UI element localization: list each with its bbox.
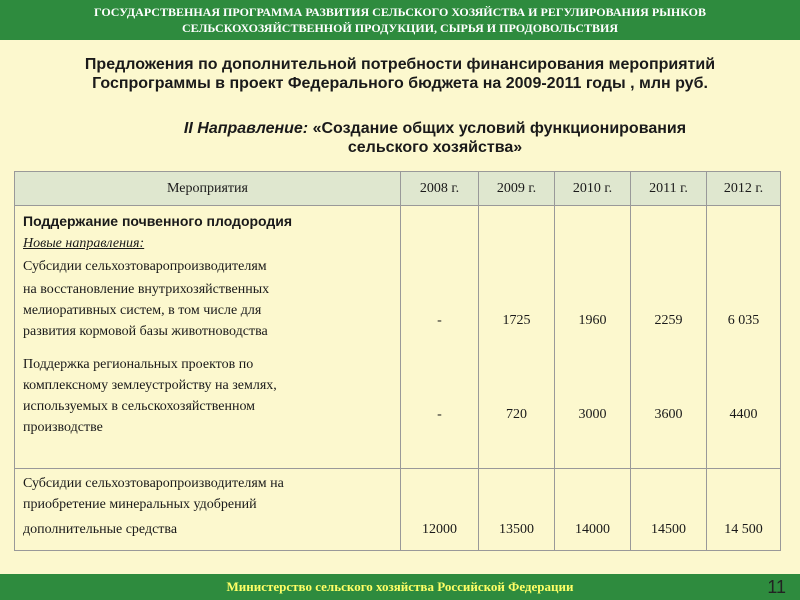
- page-title: [20, 55, 780, 93]
- subtitle-prefix: II Направление:: [183, 120, 309, 137]
- column-header-2009: 2009 г.: [479, 172, 555, 206]
- row2-value-2010: 14000: [575, 522, 610, 537]
- row2-line-2: приобретение минеральных удобрений: [23, 497, 257, 512]
- row1-2009-cell: [479, 206, 555, 469]
- banner-line-2: СЕЛЬСКОХОЗЯЙСТВЕННОЙ ПРОДУКЦИИ, СЫРЬЯ И ПРОДОВОЛЬСТВИЯ: [181, 21, 619, 35]
- funding-table-wrap: [14, 171, 780, 551]
- text-a-line-1: Субсидии сельхозтоваропроизводителям: [23, 259, 267, 274]
- section-subtitle: [20, 119, 800, 157]
- text-b-line-3: используемых в сельскохозяйственном: [23, 399, 256, 414]
- row2-description: [15, 469, 401, 551]
- row1-heading: Поддержание почвенного плодородия: [23, 213, 293, 229]
- text-b-line-1: Поддержка региональных проектов по: [23, 357, 254, 372]
- value-a-2011: 2259: [654, 313, 683, 328]
- row1-2012-cell: [707, 206, 781, 469]
- ministry-name: Министерство сельского хозяйства Российской Федерации: [226, 579, 574, 594]
- row2-2010-cell: [555, 469, 631, 551]
- value-b-2008: -: [437, 407, 442, 422]
- row1-2010-cell: [555, 206, 631, 469]
- value-b-2011: 3600: [654, 407, 683, 422]
- row2-value-2012: 14 500: [724, 522, 763, 537]
- row1-2011-cell: [631, 206, 707, 469]
- title-line-1: Предложения по дополнительной потребности финансирования мероприятий: [84, 56, 716, 73]
- row2-value-2011: 14500: [651, 522, 686, 537]
- row2-line-1: Субсидии сельхозтоваропроизводителям на: [23, 476, 284, 491]
- row2-2008-cell: [401, 469, 479, 551]
- column-header-activities: Мероприятия: [15, 172, 401, 206]
- subtitle-line-1: [20, 119, 800, 138]
- row2-2009-cell: [479, 469, 555, 551]
- top-banner: [0, 0, 800, 40]
- text-a-line-3: мелиоративных систем, в том числе для: [23, 303, 262, 318]
- value-b-2010: 3000: [578, 407, 607, 422]
- banner-line-1: ГОСУДАРСТВЕННАЯ ПРОГРАММА РАЗВИТИЯ СЕЛЬСКОГО ХОЗЯЙСТВА И РЕГУЛИРОВАНИЯ РЫНКОВ: [93, 5, 707, 19]
- value-a-2012: 6 035: [727, 313, 760, 328]
- table-header-row: [15, 172, 781, 206]
- title-line-2: Госпрограммы в проект Федерального бюджета на 2009-2011 годы , млн руб.: [92, 75, 708, 92]
- row2-2012-cell: [707, 469, 781, 551]
- value-a-2009: 1725: [502, 313, 531, 328]
- row2-value-2009: 13500: [499, 522, 534, 537]
- row2-2011-cell: [631, 469, 707, 551]
- page-number: 11: [767, 577, 786, 597]
- row2-value-2008: 12000: [422, 522, 457, 537]
- column-header-2010: 2010 г.: [555, 172, 631, 206]
- new-directions-label: Новые направления:: [23, 236, 145, 251]
- text-b-line-2: комплексному землеустройству на землях,: [23, 378, 277, 393]
- funding-table: [14, 171, 781, 551]
- column-header-2008: 2008 г.: [401, 172, 479, 206]
- text-b-line-4: производстве: [23, 420, 103, 435]
- row1-description: [15, 206, 401, 469]
- table-row: [15, 469, 781, 551]
- value-a-2008: -: [437, 313, 442, 328]
- column-header-2012: 2012 г.: [707, 172, 781, 206]
- table-row: [15, 206, 781, 469]
- text-a-line-4: развития кормовой базы животноводства: [23, 324, 268, 339]
- text-a-line-2: на восстановление внутрихозяйственных: [23, 282, 270, 297]
- subtitle-line-2: сельского хозяйства»: [347, 139, 523, 156]
- value-b-2009: 720: [506, 407, 527, 422]
- subtitle-rest: «Создание общих условий функционирования: [308, 120, 687, 137]
- value-b-2012: 4400: [729, 407, 758, 422]
- value-a-2010: 1960: [578, 313, 607, 328]
- footer-banner: [0, 574, 800, 600]
- row1-2008-cell: [401, 206, 479, 469]
- row2-line-3: дополнительные средства: [23, 522, 178, 537]
- column-header-2011: 2011 г.: [631, 172, 707, 206]
